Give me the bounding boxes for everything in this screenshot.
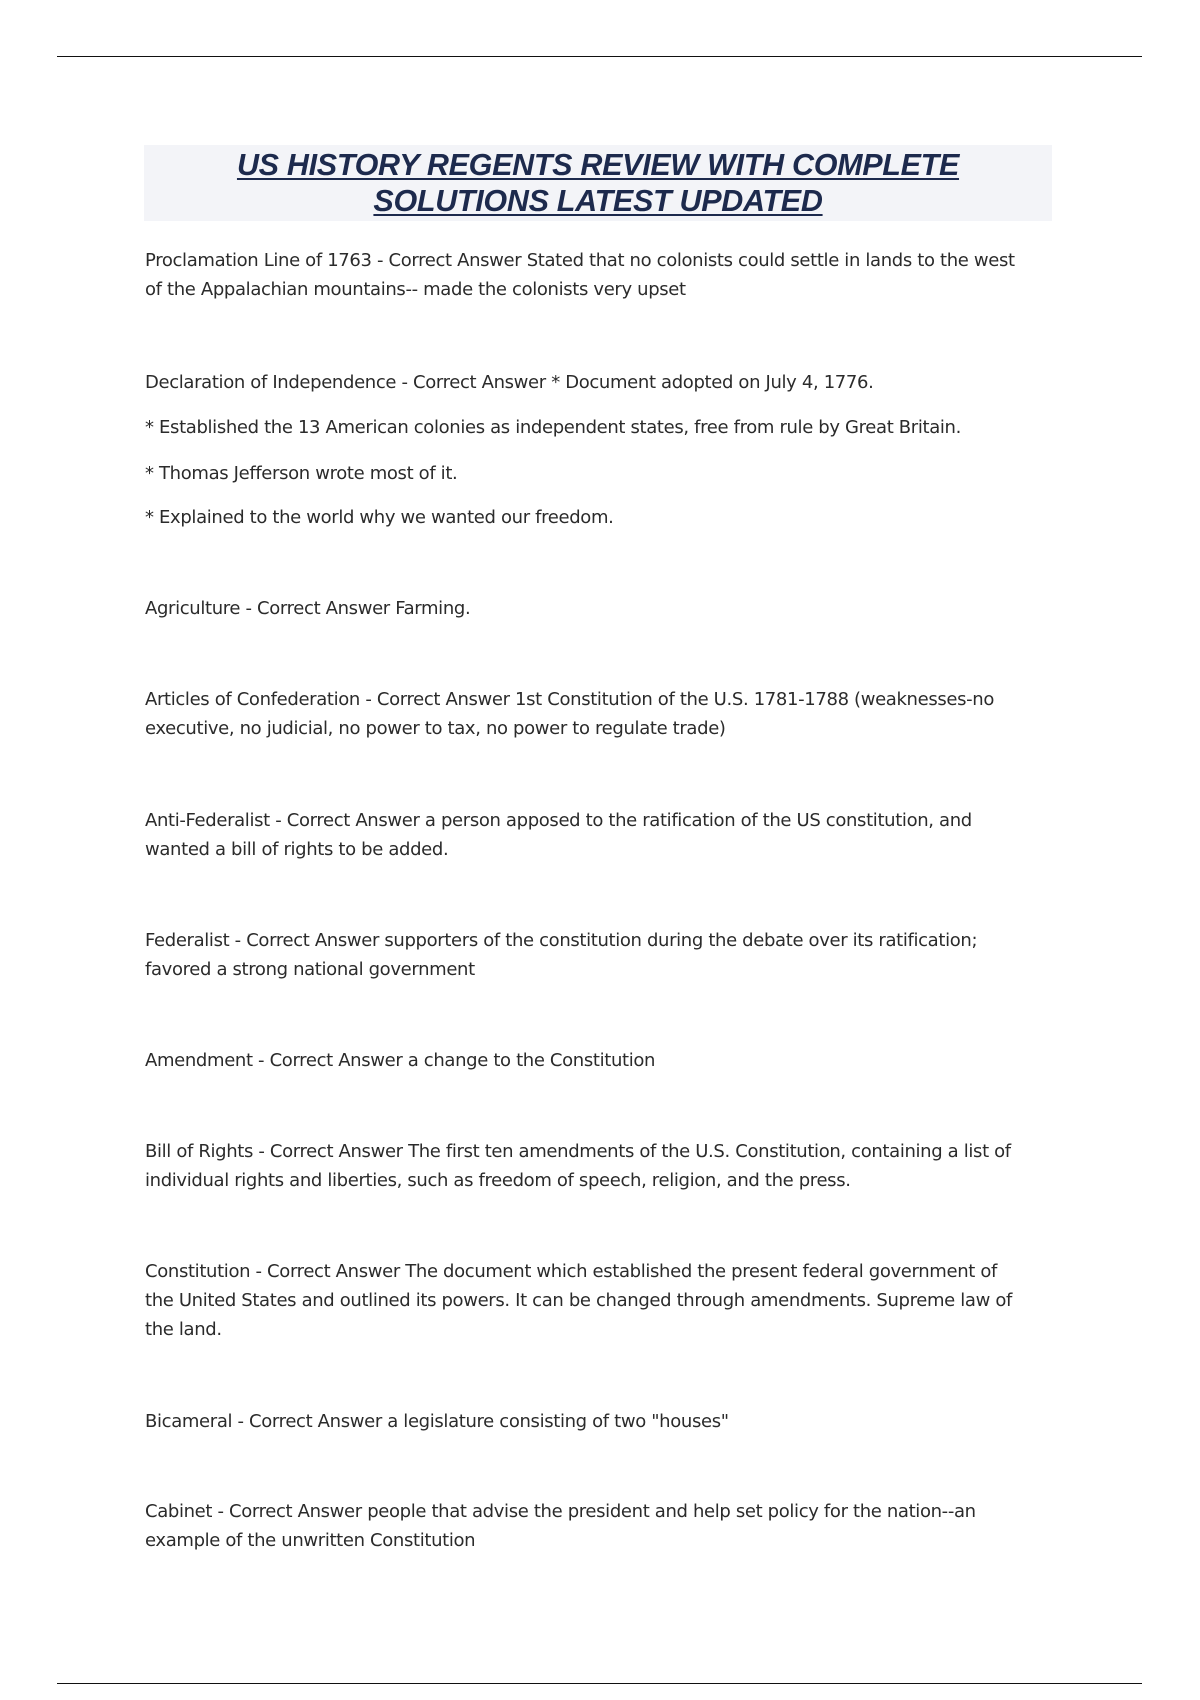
entry-amendment [145,1046,1050,1075]
entry-line: of the Appalachian mountains-- made the colonists very upset [145,279,686,300]
entry-line: Declaration of Independence - Correct Answer * Document adopted on July 4, 1776. [145,372,874,393]
entry-line: Agriculture - Correct Answer Farming. [145,598,471,619]
entry-line: executive, no judicial, no power to tax, no power to regulate trade) [145,718,726,739]
entry-line: example of the unwritten Constitution [145,1530,476,1551]
entry-line: Cabinet - Correct Answer people that advise the president and help set policy for the nation--an [145,1501,976,1522]
entry-line: Amendment - Correct Answer a change to the Constitution [145,1050,656,1071]
entry-cabinet [145,1497,1050,1555]
entry-line: * Established the 13 American colonies as independent states, free from rule by Great Britain. [145,417,961,438]
entry-line: Bicameral - Correct Answer a legislature consisting of two "houses" [145,1411,729,1432]
entry-line: * Explained to the world why we wanted our freedom. [145,507,614,528]
entry-line: the land. [145,1319,222,1340]
entry-articles-of-confederation [145,685,1050,743]
entry-anti-federalist [145,806,1050,864]
document-title [144,145,1052,221]
entry-declaration-bullet [145,413,1050,442]
entry-line: Proclamation Line of 1763 - Correct Answer Stated that no colonists could settle in lands to the west [145,250,1015,271]
entry-constitution [145,1257,1050,1344]
entry-line: Bill of Rights - Correct Answer The first ten amendments of the U.S. Constitution, containing a list of [145,1141,1011,1162]
entry-federalist [145,926,1050,984]
entry-declaration-bullet [145,459,1050,488]
entry-line: Federalist - Correct Answer supporters of the constitution during the debate over its ratification; [145,930,978,951]
entry-line: wanted a bill of rights to be added. [145,839,449,860]
entry-agriculture [145,594,1050,623]
entry-line: Anti-Federalist - Correct Answer a person apposed to the ratification of the US constitution, and [145,810,972,831]
entry-proclamation-line [145,246,1050,304]
title-line-2: SOLUTIONS LATEST UPDATED [373,184,823,218]
entry-bicameral [145,1407,1050,1436]
entry-line: * Thomas Jefferson wrote most of it. [145,463,458,484]
entry-line: the United States and outlined its powers. It can be changed through amendments. Supreme law of [145,1290,1012,1311]
title-line-1: US HISTORY REGENTS REVIEW WITH COMPLETE [236,148,960,182]
entry-line: Constitution - Correct Answer The document which established the present federal government of [145,1261,997,1282]
entry-bill-of-rights [145,1137,1050,1195]
header-rule [57,56,1142,57]
entry-declaration-bullet [145,503,1050,532]
entry-line: Articles of Confederation - Correct Answer 1st Constitution of the U.S. 1781-1788 (weaknesses-no [145,689,995,710]
entry-line: individual rights and liberties, such as freedom of speech, religion, and the press. [145,1170,851,1191]
entry-declaration-of-independence [145,368,1050,397]
entry-line: favored a strong national government [145,959,475,980]
footer-rule [57,1683,1142,1684]
